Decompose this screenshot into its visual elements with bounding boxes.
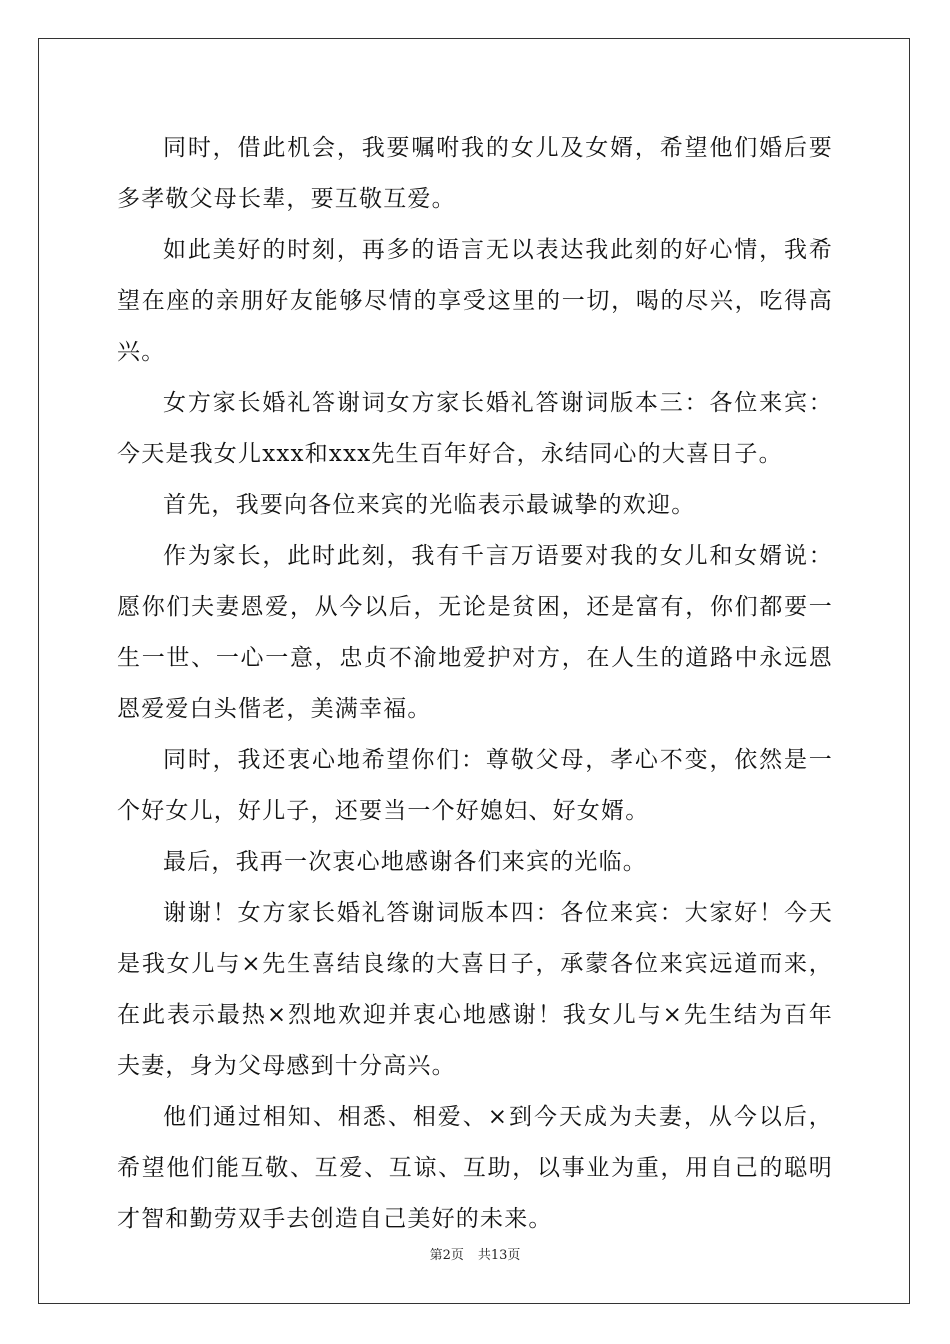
paragraph-9: 他们通过相知、相悉、相爱、×到今天成为夫妻，从今以后，希望他们能互敬、互爱、互谅、互助，以事业为重，用自己的聪明才智和勤劳双手去创造自己美好的未来。: [117, 1104, 833, 1232]
paragraph-8: 谢谢！女方家长婚礼答谢词版本四：各位来宾：大家好！今天是我女儿与×先生喜结良缘的大喜日子，承蒙各位来宾远道而来，在此表示最热×烈地欢迎并衷心地感谢！我女儿与×先生结为百年夫妻，身为父母感到十分高兴。: [117, 900, 833, 1079]
page-footer: [0, 1247, 950, 1265]
page-number-total: 共13页: [477, 1248, 521, 1263]
document-body: [117, 123, 833, 1245]
paragraph-3: 女方家长婚礼答谢词女方家长婚礼答谢词版本三：各位来宾：今天是我女儿xxx和xxx先生百年好合，永结同心的大喜日子。: [117, 390, 833, 467]
paragraph-2: 如此美好的时刻，再多的语言无以表达我此刻的好心情，我希望在座的亲朋好友能够尽情的享受这里的一切，喝的尽兴，吃得高兴。: [117, 237, 833, 365]
paragraph-1: 同时，借此机会，我要嘱咐我的女儿及女婿，希望他们婚后要多孝敬父母长辈，要互敬互爱。: [117, 135, 833, 212]
page-number-current: 第2页: [429, 1248, 464, 1263]
paragraph-6: 同时，我还衷心地希望你们：尊敬父母，孝心不变，依然是一个好女儿，好儿子，还要当一个好媳妇、好女婿。: [117, 747, 833, 824]
paragraph-7: 最后，我再一次衷心地感谢各们来宾的光临。: [163, 849, 647, 875]
paragraph-5: 作为家长，此时此刻，我有千言万语要对我的女儿和女婿说：愿你们夫妻恩爱，从今以后，无论是贫困，还是富有，你们都要一生一世、一心一意，忠贞不渝地爱护对方，在人生的道路中永远恩恩爱爱白头偕老，美满幸福。: [117, 543, 833, 722]
paragraph-4: 首先，我要向各位来宾的光临表示最诚挚的欢迎。: [163, 492, 696, 518]
